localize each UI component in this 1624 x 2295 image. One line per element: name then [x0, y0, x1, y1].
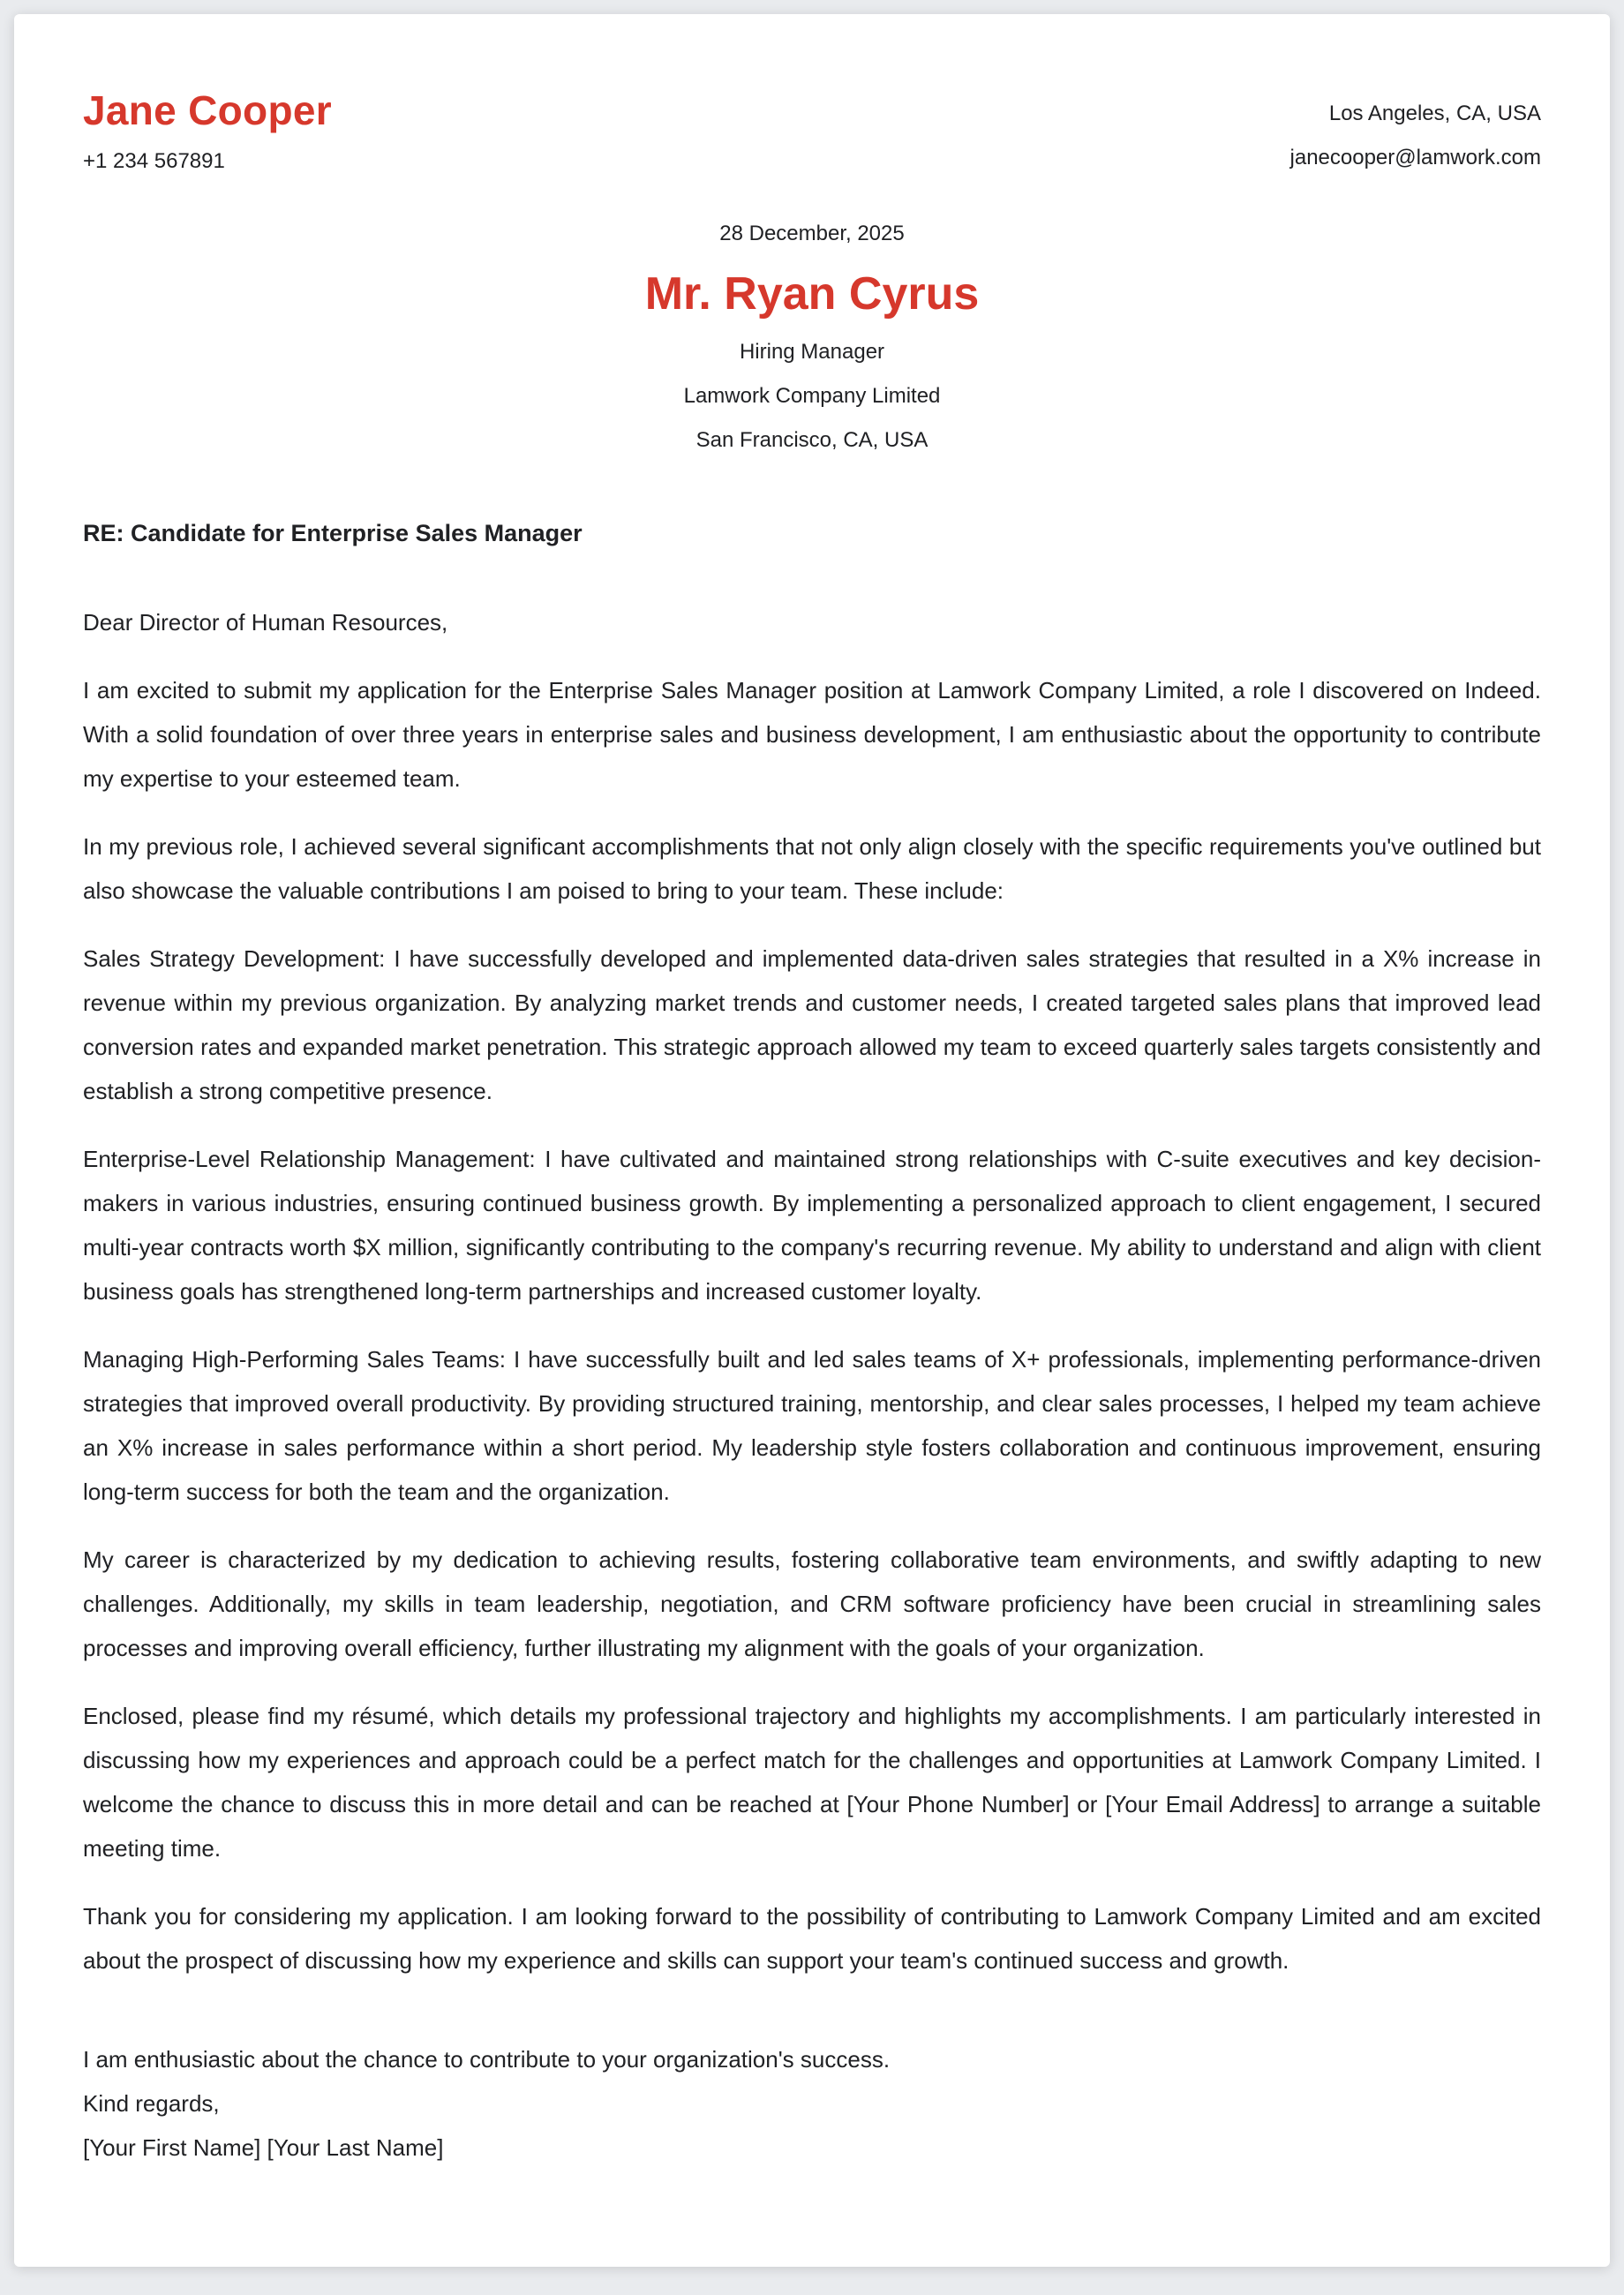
signature-placeholder: [Your First Name] [Your Last Name]	[83, 2134, 444, 2161]
letter-header	[83, 88, 1541, 180]
recipient-company: Lamwork Company Limited	[683, 384, 941, 408]
letter-body	[83, 600, 1541, 1983]
sender-email: janecooper@lamwork.com	[1289, 146, 1541, 169]
body-paragraph: Thank you for considering my application. I am looking forward to the possibility of contributing to Lamwork Company Limited and am excited about the prospect of discussing how my experience and skills can support your team's continued success and growth.	[83, 1903, 1541, 1974]
sender-contact-block	[1290, 88, 1541, 180]
recipient-block	[83, 221, 1541, 463]
body-paragraph: I am excited to submit my application for the Enterprise Sales Manager position at Lamwork Company Limited, a role I discovered on Indeed. With a solid foundation of over three years in enterprise sales and business development, I am enthusiastic about the opportunity to contribute my expertise to your esteemed team.	[83, 677, 1541, 792]
cover-letter-page	[14, 14, 1610, 2267]
letter-date: 28 December, 2025	[719, 222, 905, 245]
body-paragraph: Enterprise-Level Relationship Management: I have cultivated and maintained strong relationships with C-suite executives and key decision-makers in various industries, ensuring continued business growth. By implementing a personalized approach to client engagement, I secured multi-year contracts worth $X million, significantly contributing to the company's recurring revenue. My ability to understand and align with client business goals has strengthened long-term partnerships and increased customer loyalty.	[83, 1146, 1541, 1305]
subject-line: RE: Candidate for Enterprise Sales Manager	[83, 520, 583, 546]
body-paragraph: Sales Strategy Development: I have successfully developed and implemented data-driven sales strategies that resulted in a X% increase in revenue within my previous organization. By analyzing market trends and customer needs, I created targeted sales plans that improved lead conversion rates and expanded market penetration. This strategic approach allowed my team to exceed quarterly sales targets consistently and establish a strong competitive presence.	[83, 945, 1541, 1104]
body-paragraph: My career is characterized by my dedication to achieving results, fostering collaborative team environments, and swiftly adapting to new challenges. Additionally, my skills in team leadership, negotiation, and CRM software proficiency have been crucial in streamlining sales processes and improving overall efficiency, further illustrating my alignment with the goals of your organization.	[83, 1546, 1541, 1661]
sender-location: Los Angeles, CA, USA	[1328, 102, 1541, 125]
salutation: Dear Director of Human Resources,	[83, 609, 448, 636]
recipient-name: Mr. Ryan Cyrus	[644, 268, 980, 320]
sign-off: Kind regards,	[83, 2090, 220, 2117]
sender-phone: +1 234 567891	[83, 149, 225, 173]
recipient-location: San Francisco, CA, USA	[695, 428, 929, 452]
body-paragraph: In my previous role, I achieved several significant accomplishments that not only align closely with the specific requirements you've outlined but also showcase the valuable contributions I am poised to bring to your team. These include:	[83, 833, 1541, 904]
sender-block	[83, 88, 332, 175]
closing-block	[83, 2037, 1541, 2170]
recipient-title: Hiring Manager	[739, 340, 885, 364]
body-paragraph: Enclosed, please find my résumé, which details my professional trajectory and highlights my accomplishments. I am particularly interested in discussing how my experiences and approach could be a perfect match for the challenges and opportunities at Lamwork Company Limited. I welcome the chance to discuss this in more detail and can be reached at [Your Phone Number] or [Your Email Address] to arrange a suitable meeting time.	[83, 1703, 1541, 1862]
sender-name: Jane Cooper	[83, 87, 332, 133]
body-paragraph: Managing High-Performing Sales Teams: I have successfully built and led sales teams of X+ professionals, implementing performance-driven strategies that improved overall productivity. By providing structured training, mentorship, and clear sales processes, I helped my team achieve an X% increase in sales performance within a short period. My leadership style fosters collaboration and continuous improvement, ensuring long-term success for both the team and the organization.	[83, 1346, 1541, 1505]
closing-line: I am enthusiastic about the chance to contribute to your organization's success.	[83, 2046, 891, 2073]
